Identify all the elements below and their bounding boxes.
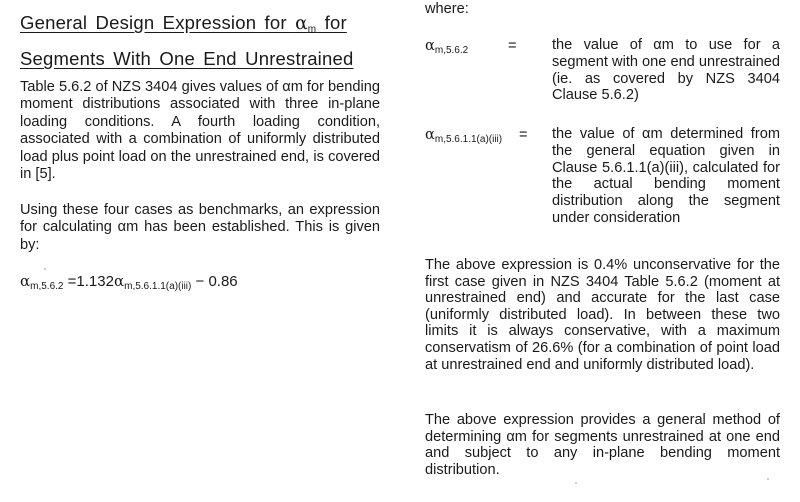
definition-text: the value of αm determined from the general equation given in Clause 5.6.1.1(a)(iii), calculated for the actual bending moment distribution along the segment under consideration bbox=[552, 126, 780, 226]
equation-subscript: m,5.6.2 bbox=[30, 281, 64, 292]
alpha-subscript: m bbox=[307, 24, 317, 35]
scan-speck bbox=[767, 478, 769, 480]
scan-speck bbox=[44, 268, 46, 270]
scan-speck bbox=[575, 482, 577, 484]
equation-text: − 0.86 bbox=[191, 273, 238, 290]
alpha-symbol: α bbox=[295, 13, 308, 34]
where-label: where: bbox=[425, 1, 469, 17]
definition-term bbox=[425, 126, 502, 149]
definition-text: the value of αm to use for a segment with one end unrestrained (ie. as covered by NZS 3404 Clause 5.6.2) bbox=[552, 37, 780, 104]
heading-text: General Design Expression for bbox=[20, 12, 296, 33]
alpha-symbol: α bbox=[425, 37, 435, 54]
equation bbox=[20, 272, 238, 296]
paragraph: Table 5.6.2 of NZS 3404 gives values of αm for bending moment distributions associated with three in-plane loading conditions. A fourth loading condition, associated with a combination of uniformly distributed load plus point load on the unrestrained end, is covered in [5]. bbox=[20, 79, 380, 183]
section-heading bbox=[20, 8, 382, 73]
paragraph: The above expression provides a general method of determining αm for segments unrestrained at one end and subject to any in-plane bending moment distribution. bbox=[425, 412, 780, 478]
equation-text: =1.132 bbox=[63, 273, 114, 290]
definition-term bbox=[425, 37, 468, 60]
paragraph: Using these four cases as benchmarks, an expression for calculating αm has been established. This is given by: bbox=[20, 202, 380, 253]
alpha-symbol: α bbox=[425, 126, 435, 143]
alpha-symbol: α bbox=[20, 272, 31, 290]
term-subscript: m,5.6.1.1(a)(iii) bbox=[434, 134, 503, 145]
equals-sign: = bbox=[519, 127, 528, 143]
alpha-symbol: α bbox=[113, 272, 125, 290]
paragraph: The above expression is 0.4% unconservative for the first case given in NZS 3404 Table 5.6.2 (moment at unrestrained end) and accurate for the last case (uniformly distributed load). In between these two limits it is always conservative, with a maximum conservatism of 26.6% (for a combination of point load at unrestrained end and uniformly distributed load). bbox=[425, 257, 780, 373]
equals-sign: = bbox=[508, 38, 517, 54]
equation-subscript: m,5.6.1.1(a)(iii) bbox=[124, 281, 192, 292]
term-subscript: m,5.6.2 bbox=[434, 45, 469, 56]
heading-text: for bbox=[316, 12, 347, 33]
heading-text: Segments With One End Unrestrained bbox=[20, 48, 354, 69]
